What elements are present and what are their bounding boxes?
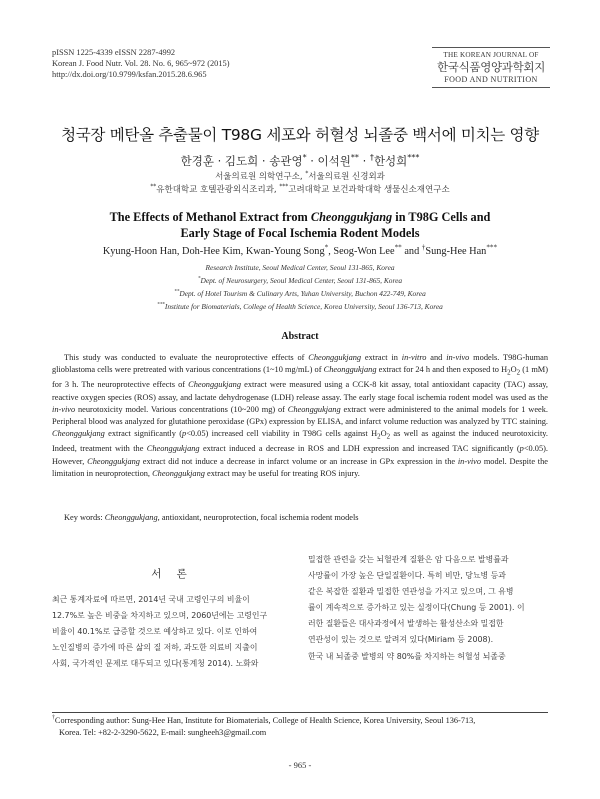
- right-column-line: 사망률이 가장 높은 단일질환이다. 특히 비만, 당뇨병 등과: [308, 571, 506, 581]
- left-column-line: 노인질병의 증가에 따른 삶의 질 저하, 과도한 의료비 지출이: [52, 643, 258, 653]
- right-column-line: 한국 내 뇌졸중 발병의 약 80%를 차지하는 허혈성 뇌졸중: [308, 651, 506, 661]
- doi-link[interactable]: http://dx.doi.org/10.9799/ksfan.2015.28.6.965: [52, 70, 207, 79]
- brand-line-1: THE KOREAN JOURNAL OF: [443, 51, 539, 59]
- brand-top-rule: [432, 47, 550, 48]
- affiliation-korean-1: 서울의료원 의학연구소, *서울의료원 신경외과: [215, 170, 385, 182]
- left-column-line: 12.7%로 높은 비중을 차지하고 있으며, 2060년에는 고령인구: [52, 611, 268, 621]
- issn-line: pISSN 1225-4339 eISSN 2287-4992: [52, 48, 176, 57]
- author-ko-4: 한성희: [373, 154, 408, 168]
- author-ko-1: 한경훈 · 김도희 · 송관영: [180, 154, 303, 168]
- journal-brand: [432, 46, 550, 89]
- affiliation-english-3: **Dept. of Hotel Tourism & Culinary Arts, Yuhan University, Buchon 422-749, Korea: [174, 288, 426, 298]
- page-number: - 965 -: [288, 760, 312, 770]
- left-column-line: 비율이 40.1%로 급증할 것으로 예상하고 있다. 이로 인하여: [52, 627, 258, 637]
- left-column-line: 최근 통계자료에 따르면, 2014년 국내 고령인구의 비율이: [52, 595, 250, 604]
- title-english: The Effects of Methanol Extract from Cheonggukjang in T98G Cells and Early Stage of Focal Ischemia Rodent Models: [109, 210, 491, 240]
- corresponding-author-footnote: †Corresponding author: Sung-Hee Han, Institute for Biomaterials, College of Health Science, Korea University, Seoul 136-713, Korea. Tel: +82-2-3290-5622, E-mail: sungheeh3@gmail.com: [52, 715, 476, 737]
- abstract-body: [52, 352, 548, 480]
- brand-line-2: FOOD AND NUTRITION: [444, 75, 538, 84]
- left-column: [52, 592, 292, 672]
- left-column-line: 사회, 국가적인 문제로 대두되고 있다(통계청 2014). 노화와: [52, 659, 259, 669]
- affiliation-english-4: ***Institute for Biomaterials, College of Health Science, Korea University, Seoul 136-713, Korea: [157, 301, 443, 311]
- right-column-line: 밀접한 관련을 갖는 뇌혈관계 질환은 암 다음으로 발병률과: [308, 555, 509, 564]
- title-korean: 청국장 메탄올 추출물이 T98G 세포와 허혈성 뇌졸중 백서에 미치는 영향: [61, 126, 539, 144]
- brand-bottom-rule: [432, 87, 550, 88]
- right-column-line: 연관성이 있는 것으로 알려져 있다(Miriam 등 2008).: [308, 635, 494, 645]
- right-column-line: 러한 질환들은 대사과정에서 발생하는 활성산소와 밀접한: [308, 619, 504, 629]
- authors-english: Kyung-Hoon Han, Doh-Hee Kim, Kwan-Young Song*, Seog-Won Lee** and †Sung-Hee Han***: [102, 243, 498, 257]
- affiliation-english-1: Research Institute, Seoul Medical Center, Seoul 131-865, Korea: [205, 263, 395, 272]
- footnote-rule: [52, 712, 548, 713]
- right-column-line: 률이 계속적으로 증가하고 있는 실정이다(Chung 등 2001). 이: [308, 603, 525, 613]
- abstract-heading: Abstract: [281, 331, 319, 342]
- keywords: Key words: Cheonggukjang, antioxidant, neuroprotection, focal ischemia rodent models: [64, 513, 359, 522]
- affiliation-english-2: *Dept. of Neurosurgery, Seoul Medical Center, Seoul 131-865, Korea: [197, 275, 403, 285]
- affiliation-korean-2: **유한대학교 호텔관광외식조리과, ***고려대학교 보건과학대학 생물신소재연구소: [150, 183, 450, 195]
- right-column: [308, 552, 548, 665]
- section-title-introduction: 서 론: [151, 568, 193, 580]
- author-ko-2: · 이석원: [306, 154, 351, 168]
- citation-line: Korean J. Food Nutr. Vol. 28. No. 6, 965~972 (2015): [52, 59, 230, 68]
- brand-korean: 한국식품영양과학회지: [436, 60, 546, 74]
- abstract-paragraph: This study was conducted to evaluate the neuroprotective effects of Cheonggukjang extract in in-vitro and in-vivo models. T98G-human glioblastoma cells were pretreated with various concentrations (1~10 mg/mL) of Cheonggukjang extract for 24 h and then exposed to $H_2O_2$ (1 mM) for 3 h. The neuroprotective effects of Cheonggukjang extract were measured using a CCK-8 kit assay, total antioxidant capacity (TAC) assay, reactive oxygen species (ROS) assay, and lactate dehydrogenase (LDH) release assay. The early stage focal ischemia rodent model was used as the in-vivo neurotoxicity model. Various concentrations (10~200 mg) of Cheonggukjang extract were administered to the animal models for 1 week. Peripheral blood was analyzed for glutathione peroxidase (GPx) expression by ELISA, and infarct volume reduction was analyzed by TTC staining. Cheonggukjang extract significantly (p<0.05) increased cell viability in T98G cells against $H_2O_2$ as well as against the induced neurotoxicity. Indeed, treatment with the Cheonggukjang extract induced a decrease in ROS and LDH expression and increased TAC significantly (p<0.05). However, Cheonggukjang extract did not induce a decrease in infarct volume or an increase in GPx expression in the in-vivo model. Despite the limitation in neuroprotection, Cheonggukjang extract may be useful for treating ROS injury.: [52, 353, 549, 478]
- right-column-line: 같은 복잡한 질환과 밀접한 연관성을 가지고 있으며, 그 유병: [308, 587, 514, 597]
- journal-meta: [52, 47, 230, 80]
- authors-korean: 한경훈 · 김도희 · 송관영* · 이석원** · †한성희***: [180, 153, 420, 168]
